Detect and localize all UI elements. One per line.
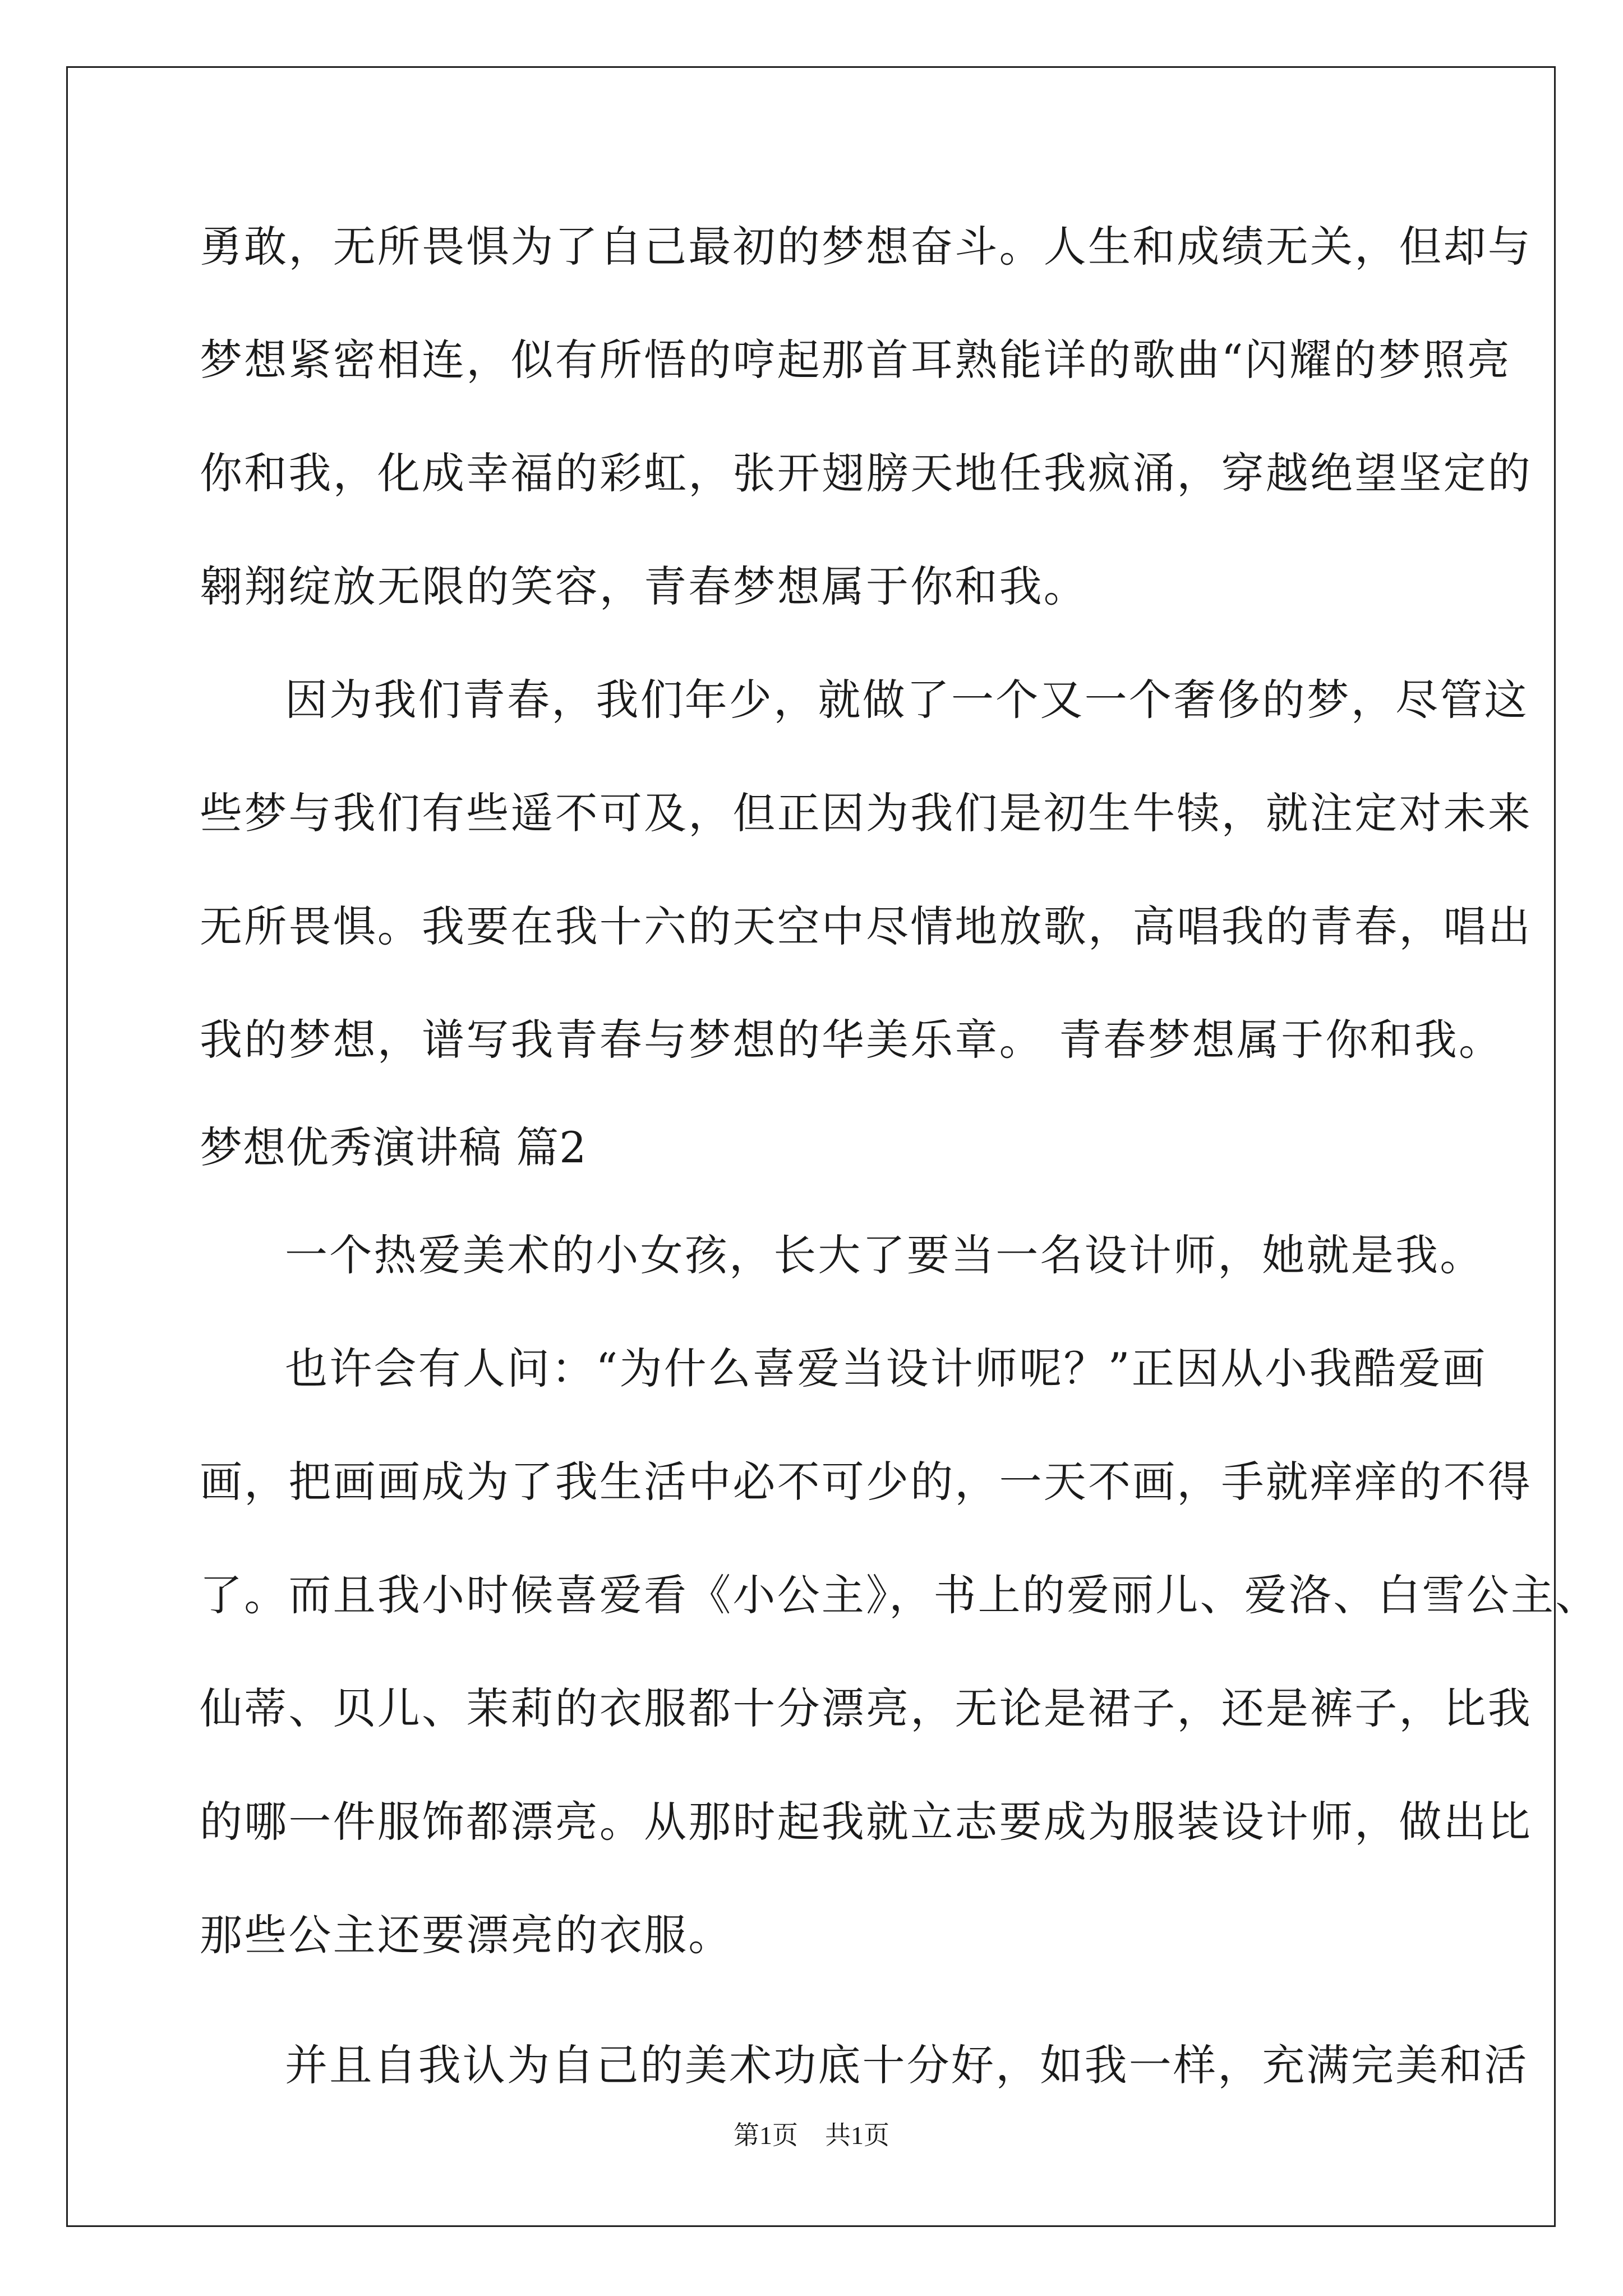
text-line: 勇敢，无所畏惧为了自己最初的梦想奋斗。人生和成绩无关，但却与 (200, 222, 1532, 272)
page-total: 共1页 (825, 2121, 889, 2150)
text-line: 的哪一件服饰都漂亮。从那时起我就立志要成为服装设计师，做出比 (200, 1797, 1532, 1847)
text-line: 我的梦想，谱写我青春与梦想的华美乐章。 青春梦想属于你和我。 (200, 1015, 1504, 1065)
paragraph-first-line: 一个热爱美术的小女孩，长大了要当一名设计师，她就是我。 (285, 1230, 1484, 1280)
page-footer (0, 2115, 1623, 2152)
text-line: 翱翔绽放无限的笑容，青春梦想属于你和我。 (200, 562, 1088, 611)
paragraph-first-line: 因为我们青春，我们年少，就做了一个又一个奢侈的梦，尽管这 (285, 675, 1529, 725)
text-line: 梦想紧密相连，似有所悟的哼起那首耳熟能详的歌曲“闪耀的梦照亮 (200, 335, 1511, 385)
text-line: 了。而且我小时候喜爱看《小公主》，书上的爱丽儿、爱洛、白雪公主、 (200, 1570, 1600, 1620)
page-number: 第1页 (734, 2121, 798, 2150)
text-line: 仙蒂、贝儿、茉莉的衣服都十分漂亮，无论是裙子，还是裤子，比我 (200, 1683, 1532, 1733)
section-heading: 梦想优秀演讲稿 篇2 (200, 1122, 587, 1172)
text-line: 画，把画画成为了我生活中必不可少的，一天不画，手就痒痒的不得 (200, 1457, 1532, 1507)
paragraph-first-line: 并且自我认为自己的美术功底十分好，如我一样，充满完美和活 (285, 2040, 1529, 2090)
text-line: 无所畏惧。我要在我十六的天空中尽情地放歌，高唱我的青春，唱出 (200, 901, 1532, 951)
text-line: 那些公主还要漂亮的衣服。 (200, 1910, 733, 1960)
text-line: 你和我，化成幸福的彩虹，张开翅膀天地任我疯涌，穿越绝望坚定的 (200, 448, 1532, 498)
text-line: 些梦与我们有些遥不可及，但正因为我们是初生牛犊，就注定对未来 (200, 788, 1532, 838)
paragraph-first-line: 也许会有人问：“为什么喜爱当设计师呢？”正因从小我酷爱画 (285, 1343, 1487, 1393)
